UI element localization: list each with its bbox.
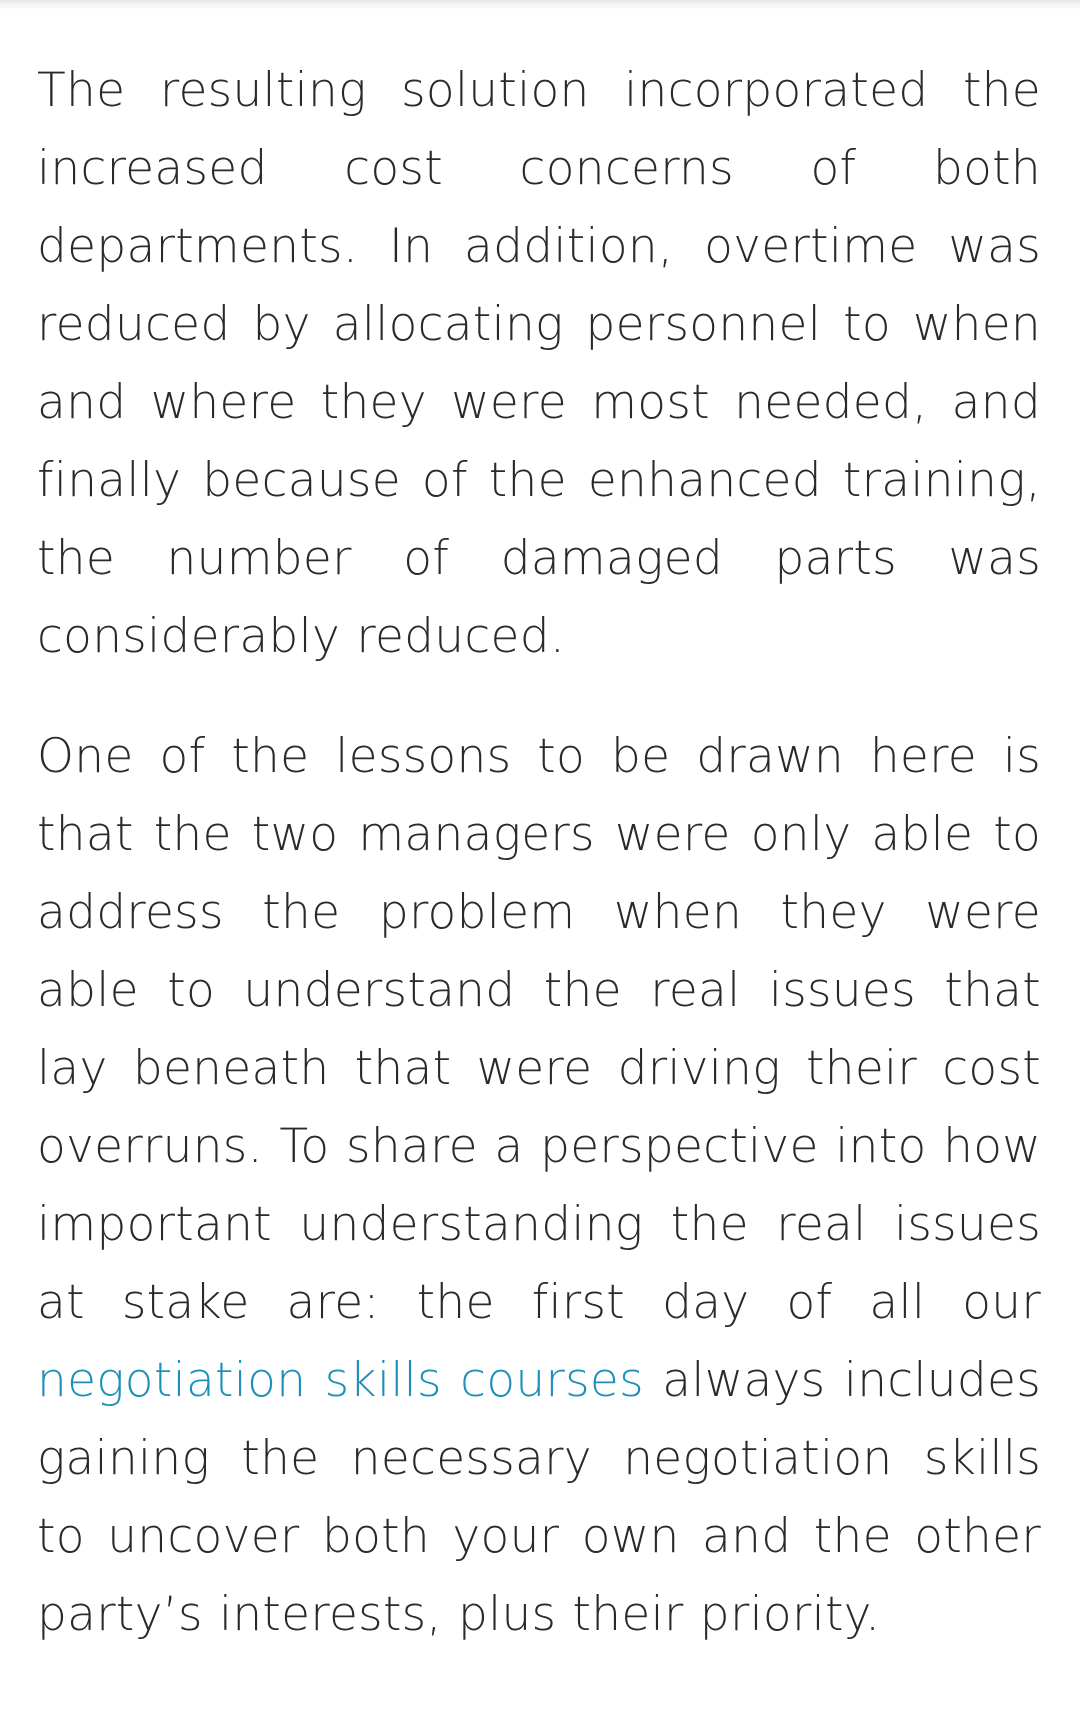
paragraph-lessons-text-after: always includes gaining the necessary negotiation skills to uncover both your own and the other party’s interests, plus their priority. bbox=[37, 1353, 1041, 1642]
paragraph-lessons bbox=[37, 718, 1041, 1654]
article-body bbox=[37, 52, 1041, 1654]
paragraph-lessons-text-before: One of the lessons to be drawn here is that the two managers were only able to address the problem when they were able to understand the real issues that lay beneath that were driving their cost overruns. To share a perspective into how important understanding the real issues at stake are: the first day of all our bbox=[37, 729, 1041, 1330]
top-bar-shadow bbox=[0, 0, 1080, 10]
paragraph-solution: The resulting solution incorporated the increased cost concerns of both departments. In addition, overtime was reduced by allocating personnel to when and where they were most needed, and finally because of the enhanced training, the number of damaged parts was considerably reduced. bbox=[37, 63, 1041, 664]
negotiation-skills-courses-link[interactable]: negotiation skills courses bbox=[37, 1353, 644, 1408]
